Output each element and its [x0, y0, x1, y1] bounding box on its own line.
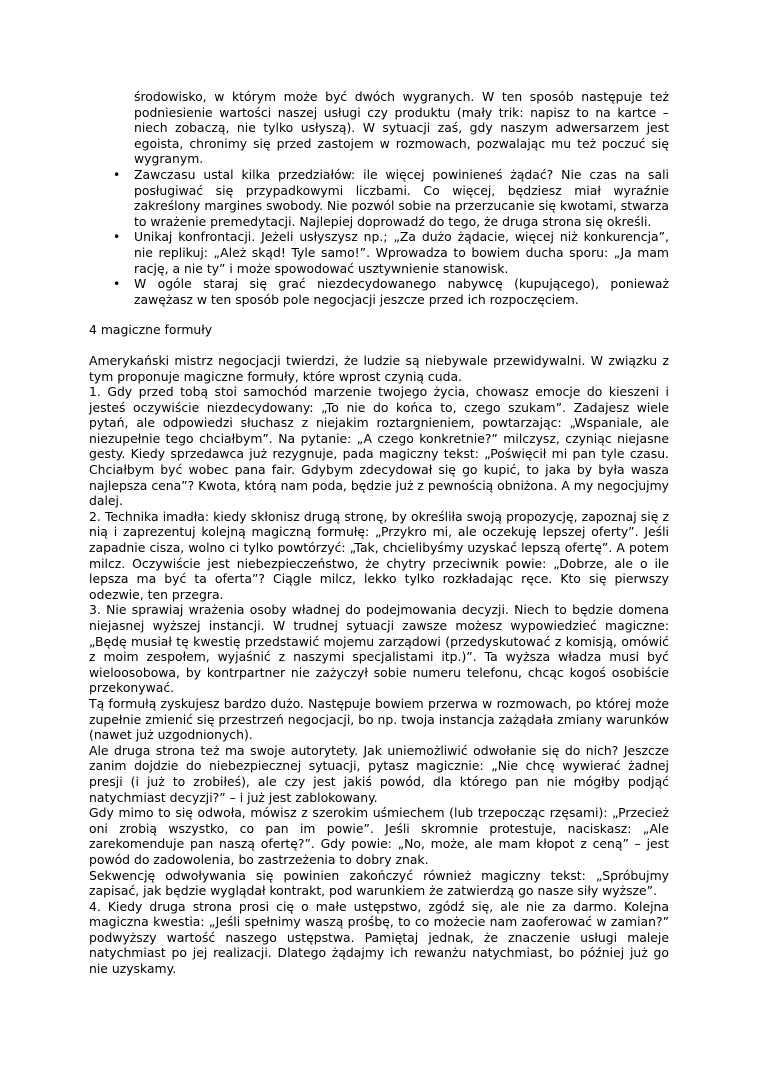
list-item	[89, 167, 669, 229]
paragraph: 1. Gdy przed tobą stoi samochód marzenie twojego życia, chowasz emocje do kieszeni i jesteś oczywiście niezdecydowany: „To nie do końca to, czego szukam”. Zadajesz wiele pytań, ale odpowiedzi słuchasz z niejakim roztargnieniem, powtarzając: „Wspaniale, ale niezupełnie tego chciałbym”. Na pytanie: „A czego konkretnie?” milczysz, czyniąc niejasne gesty. Kiedy sprzedawca już rezygnuje, pada magiczny tekst: „Poświęcił mi pan tyle czasu. Chciałbym być wobec pana fair. Gdybym zdecydował się go kupić, to jaka by była wasza najlepsza cena”? Kwota, którą nam poda, będzie już z pewnością obniżona. A my negocjujmy dalej.	[89, 384, 669, 509]
list-item	[89, 229, 669, 276]
document-page	[89, 89, 669, 977]
paragraph: Amerykański mistrz negocjacji twierdzi, że ludzie są niebywale przewidywalni. W związku z tym proponuje magiczne formuły, które wprost czynią cuda.	[89, 352, 669, 384]
paragraph: Ale druga strona też ma swoje autorytety. Jak uniemożliwić odwołanie się do nich? Jeszcze zanim dojdzie do niebezpiecznej sytuacji, pytasz magicznie: „Nie chcę wywierać żadnej presji (i już to zrobiłeś), ale czy jest jakiś powód, dla którego pan nie mógłby podjąć natychmiast decyzji?” – i już jest zablokowany.	[89, 742, 669, 805]
paragraph: Sekwencję odwoływania się powinien zakończyć również magiczny tekst: „Spróbujmy zapisać, jak będzie wyglądał kontrakt, pod warunkiem że zatwierdzą go nasze siły wyższe”.	[89, 867, 669, 899]
bullet-icon: •	[113, 276, 121, 292]
list-item-text: W ogóle staraj się grać niezdecydowanego nabywcę (kupującego), ponieważ zawężasz w ten sposób pole negocjacji jeszcze przed ich rozpoczęciem.	[134, 276, 669, 307]
paragraph: 2. Technika imadła: kiedy skłonisz drugą stronę, by określiła swoją propozycję, zapoznaj się z nią i zaprezentuj kolejną magiczną formułę: „Przykro mi, ale oczekuję lepszej oferty”. Jeśli zapadnie cisza, wolno ci tylko powtórzyć: „Tak, chcielibyśmy uzyskać lepszą ofertę”. A potem milcz. Oczywiście jest niebezpieczeństwo, że chytry przeciwnik powie: „Dobrze, ale o ile lepsza ma być ta oferta”? Ciągle milcz, lekko tylko rozkładając ręce. Kto się pierwszy odezwie, ten przegra.	[89, 508, 669, 602]
list-item-text: Zawczasu ustal kilka przedziałów: ile więcej powinieneś żądać? Nie czas na sali posługiwać się przypadkowymi liczbami. Co więcej, będziesz miał wyraźnie zakreślony margines swobody. Nie pozwól sobie na przerzucanie się kwotami, stwarza to wrażenie premedytacji. Najlepiej doprowadź do tego, że druga strona się określi.	[134, 166, 669, 229]
bullet-icon: •	[113, 166, 121, 182]
list-item	[89, 276, 669, 307]
paragraph: 4. Kiedy druga strona prosi cię o małe ustępstwo, zgódź się, ale nie za darmo. Kolejna magiczna kwestia: „Jeśli spełnimy waszą prośbę, to co możecie nam zaoferować w zamian?” podwyższy wartość naszego ustępstwa. Pamiętaj jednak, że znaczenie usługi maleje natychmiast po jej realizacji. Dlatego żądajmy ich rewanżu natychmiast, bo później już go nie uzyskamy.	[89, 898, 669, 977]
section-heading: 4 magiczne formuły	[89, 322, 213, 338]
continuation-paragraph: środowisko, w którym może być dwóch wygranych. W ten sposób następuje też podniesienie wartości naszej usługi czy produktu (mały trik: napisz to na kartce – niech zobaczą, nie tylko usłyszą). W sytuacji zaś, gdy naszym adwersarzem jest egoista, chronimy się przed zastojem w rozmowach, pozwalając mu też poczuć się wygranym.	[134, 89, 669, 167]
paragraph: Tą formułą zyskujesz bardzo dużo. Następuje bowiem przerwa w rozmowach, po której może zupełnie zmienić się przestrzeń negocjacji, bo np. twoja instancja zażądała zmiany warunków (nawet już uzgodnionych).	[89, 695, 669, 743]
paragraph: Gdy mimo to się odwoła, mówisz z szerokim uśmiechem (lub trzepocząc rzęsami): „Przecież oni zrobią wszystko, co pan im powie”. Jeśli skromnie protestuje, naciskasz: „Ale zarekomenduje pan naszą ofertę?”. Gdy powie: „No, może, ale mam kłopot z ceną” – jest powód do zadowolenia, bo zastrzeżenia to dobry znak.	[89, 805, 669, 867]
paragraph: 3. Nie sprawiaj wrażenia osoby władnej do podejmowania decyzji. Niech to będzie domena niejasnej wyższej instancji. W trudnej sytuacji zawsze możesz wypowiedzieć magiczne: „Będę musiał tę kwestię przedstawić mojemu zarządowi (przedyskutować z komisją, omówić z moim zespołem, wyjaśnić z naszymi specjalistami itp.)”. Ta wyższa władza musi być wieloosobowa, by kontrpartner nie zażyczył sobie numeru telefonu, chcąc kogoś osobiście przekonywać.	[89, 602, 669, 696]
bullet-list	[89, 167, 669, 307]
list-item-text: Unikaj konfrontacji. Jeżeli usłyszysz np.; „Za dużo żądacie, więcej niż konkurencja”, nie replikuj: „Ależ skąd! Tyle samo!”. Wprowadza to bowiem ducha sporu: „Ja mam rację, a nie ty” i może spowodować usztywnienie stanowisk.	[134, 229, 669, 276]
bullet-icon: •	[113, 229, 121, 245]
